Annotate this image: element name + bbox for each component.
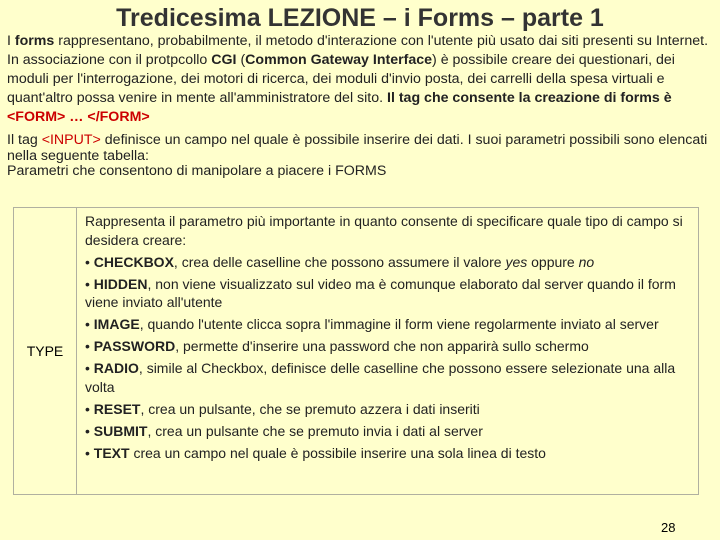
- intro-bold: CGI: [211, 52, 237, 68]
- list-item: • PASSWORD, permette d'inserire una password che non apparirà sullo schermo: [85, 338, 589, 355]
- tag-text: Il tag: [7, 132, 42, 148]
- form-tag: <FORM> … </FORM>: [7, 109, 150, 125]
- param-name-cell: [14, 208, 77, 494]
- input-tag: <INPUT>: [41, 132, 101, 148]
- list-item: • RADIO, simile al Checkbox, definisce delle caselline che possono essere selezionate una alla volta: [85, 360, 676, 395]
- intro-text: ) è possibile creare dei questionari, dei moduli per l'interrogazione, dei motori di ricerca, dei moduli d'invio posta, dei carrelli della spesa virtuali e quant'altro possa venire in mente all'amministratore del sito.: [7, 52, 675, 106]
- intro-text: I: [7, 33, 15, 49]
- intro-bold: Common Gateway Interface: [245, 52, 433, 68]
- param-name: TYPE: [26, 343, 64, 359]
- intro-bold: forms: [14, 33, 55, 49]
- list-item: • IMAGE, quando l'utente clicca sopra l'immagine il form viene regolarmente inviato al server: [85, 316, 659, 333]
- list-item: • HIDDEN, non viene visualizzato sul video ma è comunque elaborato dal server quando il form viene inviato all'utente: [85, 275, 676, 311]
- slide-title: Tredicesima LEZIONE – i Forms – parte 1: [116, 4, 604, 32]
- intro-bold: Il tag che consente la creazione di forms è: [387, 90, 672, 106]
- parameters-table: [13, 207, 699, 495]
- list-item: • SUBMIT, crea un pulsante che se premuto invia i dati al server: [85, 422, 483, 439]
- list-item: • TEXT crea un campo nel quale è possibile inserire una sola linea di testo: [85, 444, 546, 461]
- intro-text: rappresentano, probabilmente, il metodo d'interazione con l'utente più usato dai siti presenti su Internet. In associazione con il protpcollo: [7, 33, 709, 68]
- intro-paragraph: [7, 32, 713, 127]
- tag-subtitle: Parametri che consentono di manipolare a piacere i FORMS: [7, 163, 387, 179]
- list-item: • CHECKBOX, crea delle caselline che possono assumere il valore yes oppure no: [85, 253, 595, 270]
- tag-text: definisce un campo nel quale è possibile inserire dei dati. I suoi parametri possibili sono elencati nella seguente tabella:: [7, 132, 708, 164]
- intro-text: (: [236, 52, 246, 68]
- list-item: • RESET, crea un pulsante, che se premuto azzera i dati inseriti: [85, 400, 480, 417]
- input-tag-paragraph: [7, 133, 713, 180]
- page-number: 28: [661, 520, 676, 535]
- param-desc-cell: [77, 208, 698, 494]
- desc-intro: Rappresenta il parametro più importante in quanto consente di specificare quale tipo di campo si desidera creare:: [85, 213, 683, 248]
